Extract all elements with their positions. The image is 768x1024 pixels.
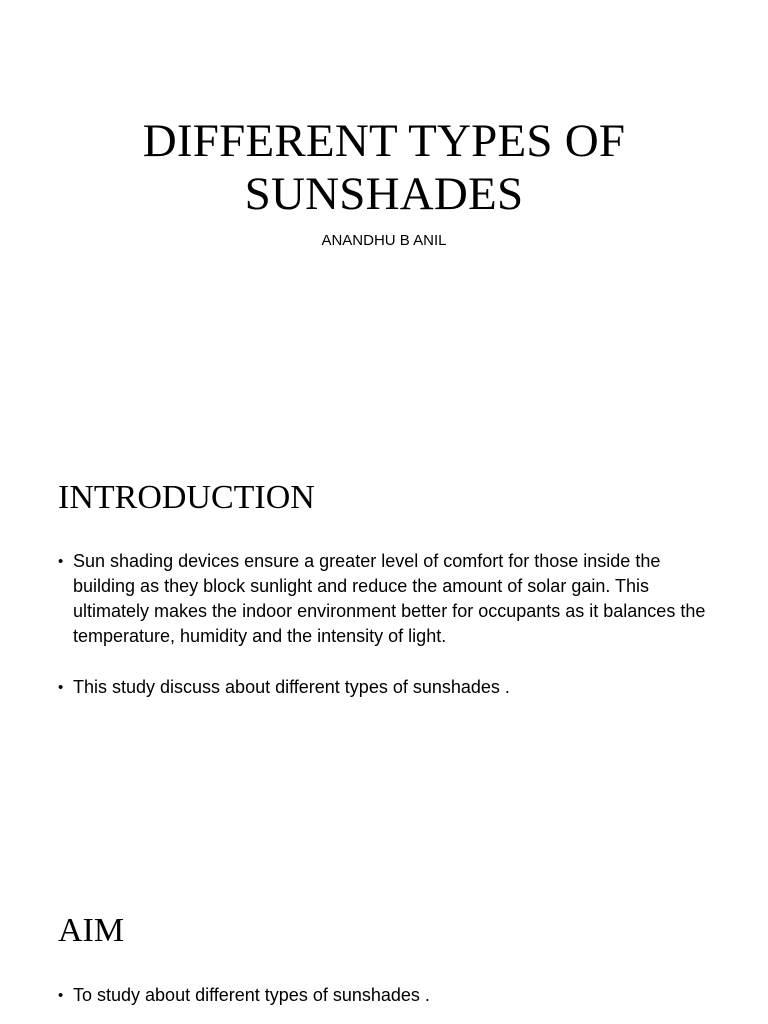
aim-bullet-list <box>58 983 718 1008</box>
bullet-text: Sun shading devices ensure a greater level of comfort for those inside the building as they block sunlight and reduce the amount of solar gain. This ultimately makes the indoor environment better for occupants as it balances the temperature, humidity and the intensity of light. <box>73 551 706 646</box>
bullet-icon: • <box>58 679 64 696</box>
aim-heading: AIM <box>58 912 125 949</box>
bullet-icon: • <box>58 987 64 1004</box>
title-line-2: SUNSHADES <box>244 168 524 220</box>
introduction-bullet-list <box>58 549 718 700</box>
bullet-icon: • <box>58 553 64 570</box>
bullet-text: To study about different types of sunshades . <box>73 985 430 1005</box>
introduction-heading: INTRODUCTION <box>58 479 315 516</box>
list-item <box>58 983 718 1008</box>
bullet-text: This study discuss about different types of sunshades . <box>73 677 510 697</box>
list-item <box>58 675 718 700</box>
author-name: ANANDHU B ANIL <box>321 232 447 249</box>
title-line-1: DIFFERENT TYPES OF <box>142 115 626 167</box>
list-item <box>58 549 718 649</box>
page-title <box>0 115 768 221</box>
